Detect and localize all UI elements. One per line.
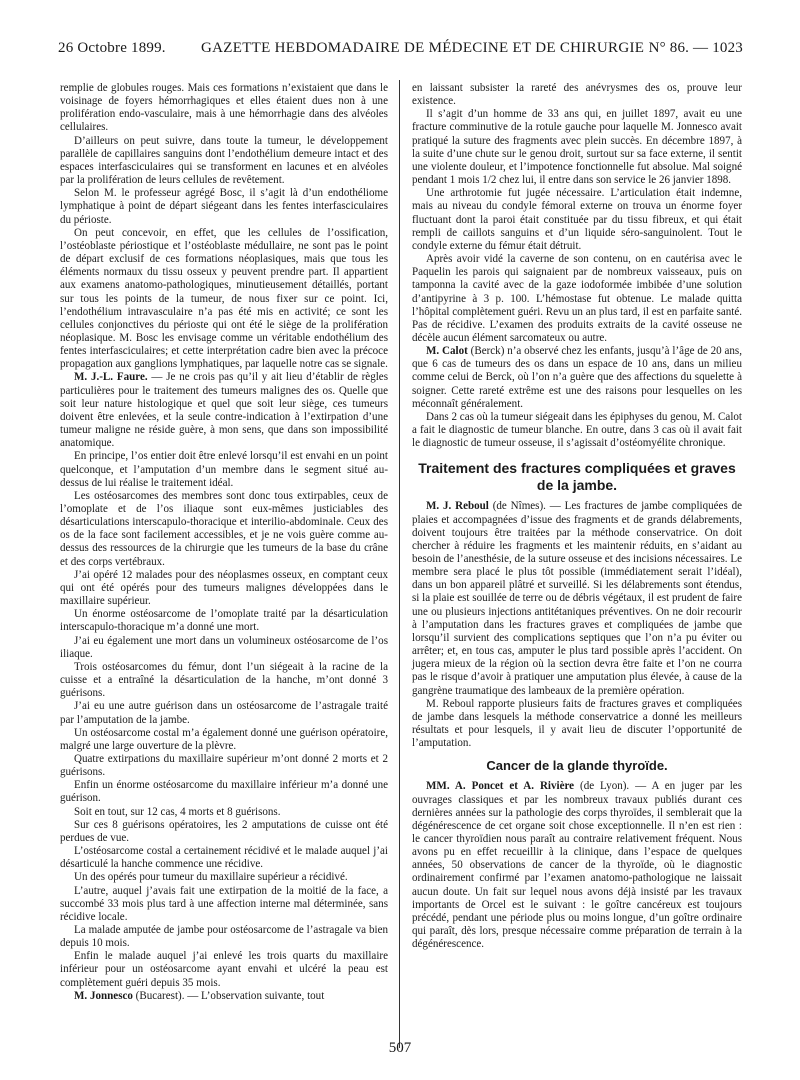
paragraph-text: Selon M. le professeur agrégé Bosc, il s’agit là d’un endothéliome lymphatique à point de départ siégeant dans les fentes interfasciculaires du périoste. — [60, 187, 388, 226]
paragraph-text: Un énorme ostéosarcome de l’omoplate traité par la désarticulation interscapulo-thoracique m’a donné une mort. — [60, 608, 388, 634]
paragraph-text: Un ostéosarcome costal m’a également donné une guérison opératoire, malgré une large ouverture de la plèvre. — [60, 726, 388, 752]
paragraph — [60, 924, 388, 950]
paragraph-text: Une arthrotomie fut jugée nécessaire. L’articulation était indemne, mais au niveau du condyle fémoral externe on trouva un énorme foyer fluctuant dont la paroi était constituée par du tissu fibreux, et qui était rempli de caillots sanguins et d’un liquide séro-sanguinolent. Tout le condyle externe du fémur était détruit. — [412, 187, 742, 252]
paragraph-text: Sur ces 8 guérisons opératoires, les 2 amputations de cuisse ont été perdues de vue. — [60, 818, 388, 844]
speaker-name: M. Jonnesco — [74, 989, 133, 1002]
paragraph — [60, 885, 388, 924]
paragraph-text: J’ai eu également une mort dans un volumineux ostéosarcome de l’os iliaque. — [60, 634, 388, 660]
paragraph-text: Après avoir vidé la caverne de son contenu, on en cautérisa avec le Paquelin les parois qui saignaient par de nombreux vaisseaux, puis on tamponna la cavité avec de la gaze iodoformée imbibée d’une solution d’antipyrine à 3 p. 100. L’hémostase fut obtenue. Le malade quitta l’hôpital complètement guéri. Revu un an plus tard, il est en parfaite santé. Pas de récidive. L’examen des produits extraits de la cavité osseuse ne décèle aucun élément sarcomateux ou autre. — [412, 253, 742, 344]
paragraph — [412, 411, 742, 450]
paragraph — [412, 500, 742, 697]
paragraph-text: On peut concevoir, en effet, que les cellules de l’ossification, l’ostéoblaste périostique et l’ostéoblaste médullaire, ne sont pas le point de départ exclusif de ces formations néoplasiques, mais que tous les éléments normaux du tissu osseux y peuvent prendre part. Il appartient aux examens anatomo-pathologiques, minutieusement détaillés, portant sur tous les points de la tumeur, de nous fixer sur ce point. Ici, l’endothélium intravasculaire n’a pas été mis en activité; ce sont les cellules conjonctives du périoste qui ont été le siège de la prolifération néoplasique. M. Bosc les envisage comme un véritable endothélium des fentes interfasciculaires; et cette interprétation cadre bien avec la précoce propagation aux ganglions lymphatiques, par laquelle notre cas se signale. — [60, 226, 388, 371]
paragraph — [60, 727, 388, 753]
paragraph-text: (Berck) n’a observé chez les enfants, jusqu’à l’âge de 20 ans, que 6 cas de tumeurs des os dans un espace de 10 ans, dans un milieu comme celui de Berck, où l’on n’a guère que des affections du squelette à soigner. Cette rareté extrême est une des raisons pour lesquelles on les méconnaît généralement. — [412, 345, 742, 410]
paragraph — [60, 806, 388, 819]
paragraph — [412, 345, 742, 411]
paragraph — [60, 490, 388, 569]
paragraph — [412, 187, 742, 253]
running-header — [58, 40, 743, 62]
paragraph-text: La malade amputée de jambe pour ostéosarcome de l’astragale va bien depuis 10 mois. — [60, 924, 388, 950]
section-heading: Cancer de la glande thyroïde. — [486, 758, 668, 774]
paragraph — [60, 871, 388, 884]
paragraph-text: Enfin un énorme ostéosarcome du maxillaire inférieur m’a donné une guérison. — [60, 779, 388, 805]
paragraph-text: D’ailleurs on peut suivre, dans toute la tumeur, le développement parallèle de capillaires sanguins dont l’endothélium demeure intact et des espaces interfasciculaires qui se transforment en lacunes et en alvéoles par la prolifération de leurs cellules de revêtement. — [60, 134, 388, 187]
paragraph — [412, 698, 742, 751]
header-journal-title: GAZETTE HEBDOMADAIRE DE MÉDECINE ET DE CHIRURGIE — [201, 40, 645, 56]
paragraph — [60, 819, 388, 845]
paragraph-text: (Bucarest). — L’observation suivante, tout — [132, 989, 325, 1002]
page-number: 507 — [388, 1040, 412, 1056]
paragraph-text: (de Lyon). — A en juger par les ouvrages classiques et par les nombreux travaux publiés durant ces dernières années sur la pathologie des corps thyroïdes, il semblerait que la dégénérescence de cet organe soit chose exceptionnelle. Il n’en est rien : le cancer thyroïdien nous paraît au contraire relativement fréquent. Nous avons pu en effet recueillir à la clinique, dans l’espace de quelques années, 50 observations de cancer de la thyroïde, où le diagnostic ordinairement confirmé par l’examen anatomo-pathologique ne laissait aucun doute. Un fait sur lequel nous avons déjà insisté par les travaux importants de Orcel est le suivant : le goître cancéreux est toujours précédé, pendant une période plus ou moins longue, d’un goître ordinaire qui paraît, dès lors, presque nécessaire comme préparation de terrain à la dégénérescence. — [412, 780, 742, 951]
paragraph-text: J’ai opéré 12 malades pour des néoplasmes osseux, en comptant ceux qui ont été opérés pour des tumeurs malignes développées dans le maxillaire supérieur. — [60, 568, 388, 608]
paragraph-text: Quatre extirpations du maxillaire supérieur m’ont donné 2 morts et 2 guérisons. — [60, 752, 388, 779]
paragraph-text: Dans 2 cas où la tumeur siégeait dans les épiphyses du genou, M. Calot a fait le diagnostic de tumeur blanche. En outre, dans 3 cas où il avait fait le diagnostic de tumeur osseuse, il s’agissait d’ostéomyélite chronique. — [412, 410, 742, 450]
paragraph — [412, 82, 742, 108]
paragraph — [412, 108, 742, 187]
paragraph — [60, 608, 388, 634]
header-issue-page: N° 86. — 1023 — [648, 40, 743, 56]
paragraph — [60, 371, 388, 450]
paragraph — [60, 450, 388, 489]
column-divider — [399, 80, 400, 1048]
paragraph — [60, 661, 388, 700]
paragraph — [60, 187, 388, 226]
paragraph — [60, 779, 388, 805]
paragraph — [60, 845, 388, 871]
paragraph-text: M. Reboul rapporte plusieurs faits de fractures graves et compliquées de jambe dans lesquels la méthode conservatrice a donné les meilleurs résultats et pour lesquels, il y avait lieu de discuter l’opportunité de l’amputation. — [412, 697, 742, 750]
paragraph — [60, 753, 388, 779]
paragraph — [412, 253, 742, 345]
speaker-name: M. J. Reboul — [426, 500, 489, 513]
paragraph-text: L’autre, auquel j’avais fait une extirpation de la moitié de la face, a succombé 33 mois plus tard à une affection interne mal déterminée, sans récidive locale. — [60, 884, 388, 923]
paragraph-text: En principe, l’os entier doit être enlevé lorsqu’il est envahi en un point quelconque, et l’amputation d’un membre dans le segment situé au-dessus de lui réalise le traitement idéal. — [60, 450, 388, 489]
paragraph — [60, 135, 388, 188]
paragraph-text: Enfin le malade auquel j’ai enlevé les trois quarts du maxillaire inférieur pour un ostéosarcome ayant envahi et ulcéré la peau est complètement guéri depuis 35 mois. — [60, 950, 388, 989]
paragraph-text: — Je ne crois pas qu’il y ait lieu d’établir de règles particulières pour le traitement des tumeurs malignes des os. Quelle que soit leur nature histologique et quel que soit leur siège, ces tumeurs doivent être enlevées, et la seule contre-indication à l’extirpation d’une tumeur maligne ne réside guère, à mon sens, que dans son impossibilité anatomique. — [60, 371, 389, 450]
paragraph — [60, 950, 388, 989]
page-footer — [0, 1040, 800, 1057]
paragraph-text: Trois ostéosarcomes du fémur, dont l’un siégeait à la racine de la cuisse et a entraîné la désarticulation de la hanche, m’ont donné 3 guérisons. — [60, 660, 388, 700]
speaker-name: MM. A. Poncet et A. Rivière — [426, 780, 575, 793]
paragraph — [60, 227, 388, 372]
paragraph-text: Les ostéosarcomes des membres sont donc tous extirpables, ceux de l’omoplate et de l’os iliaque sont eux-mêmes justiciables des désarticulations interscapulo-thoracique et interilio-abdominale. Ceux des os de la face sont facilement accessibles, et je ne vois guère comme au-dessus des ressources de la chirurgie que les tumeurs de la base du crâne et des corps vertébraux. — [60, 489, 388, 568]
header-date: 26 Octobre 1899. — [58, 40, 166, 56]
paragraph-text: L’ostéosarcome costal a certainement récidivé et le malade auquel j’ai désarticulé la hanche commence une récidive. — [60, 845, 388, 871]
paragraph — [60, 569, 388, 608]
speaker-name: M. Calot — [426, 345, 468, 358]
paragraph — [60, 700, 388, 726]
left-column — [60, 82, 388, 1003]
paragraph-text: remplie de globules rouges. Mais ces formations n’existaient que dans le voisinage de foyers hémorrhagiques et elles étaient dues non à une prolifération endo-vasculaire, mais à une hémorrhagie dans des alvéoles cellulaires. — [60, 82, 388, 134]
section-heading: Traitement des fractures compliquées et graves de la jambe. — [418, 460, 736, 494]
paragraph — [60, 990, 388, 1003]
speaker-name: M. J.-L. Faure. — [74, 371, 148, 384]
paragraph-text: J’ai eu une autre guérison dans un ostéosarcome de l’astragale traité par l’amputation de la jambe. — [60, 700, 388, 726]
paragraph — [60, 82, 388, 135]
right-column — [412, 82, 742, 951]
paragraph-text: en laissant subsister la rareté des anévrysmes des os, prouve leur existence. — [412, 82, 742, 108]
paragraph — [412, 780, 742, 951]
paragraph — [60, 635, 388, 661]
paragraph-text: (de Nîmes). — Les fractures de jambe compliquées de plaies et accompagnées d’issue des fragments et de grands délabrements, doivent toujours être traitées par la méthode conservatrice. On doit chercher à réduire les fragments et les maintenir réduits, en s’aidant au besoin de l’anesthésie, de la suture osseuse et des incisions nécessaires. Le membre sera placé le plus tôt possible (immédiatement serait l’idéal), dans un bon appareil plâtré et surveillé. Si les délabrements sont étendus, si la plaie est souillée de terre ou de débris végétaux, il est prudent de faire une ou plusieurs injections antitétaniques préventives. On ne doir recourir à l’amputation dans les fractures graves et compliquées de jambe que lorsqu’il survient des complications septiques que l’on n’a pu éviter ou arrêter; et, en tous cas, amputer le plus tard possible après l’accident. On jugera mieux de la région où la section devra être faite et l’on ne courra pas le risque d’avoir à pratiquer une amputation plus élevée, à cause de la gangrène traumatique des lambeaux de la première opération. — [412, 500, 742, 697]
paragraph-text: Il s’agit d’un homme de 33 ans qui, en juillet 1897, avait eu une fracture comminutive de la rotule gauche pour laquelle M. Jonnesco avait pratiqué la suture des fragments avec plein succès. En décembre 1897, à la suite d’une chute sur le genou droit, surtout sur sa face externe, il sentit une violente douleur, et l’impotence fonctionnelle fut absolue. Mal soigné pendant 1 mois 1/2 chez lui, il entre dans son service le 26 janvier 1898. — [412, 108, 742, 187]
paragraph-text: Un des opérés pour tumeur du maxillaire supérieur a récidivé. — [74, 871, 348, 884]
paragraph-text: Soit en tout, sur 12 cas, 4 morts et 8 guérisons. — [74, 805, 281, 818]
